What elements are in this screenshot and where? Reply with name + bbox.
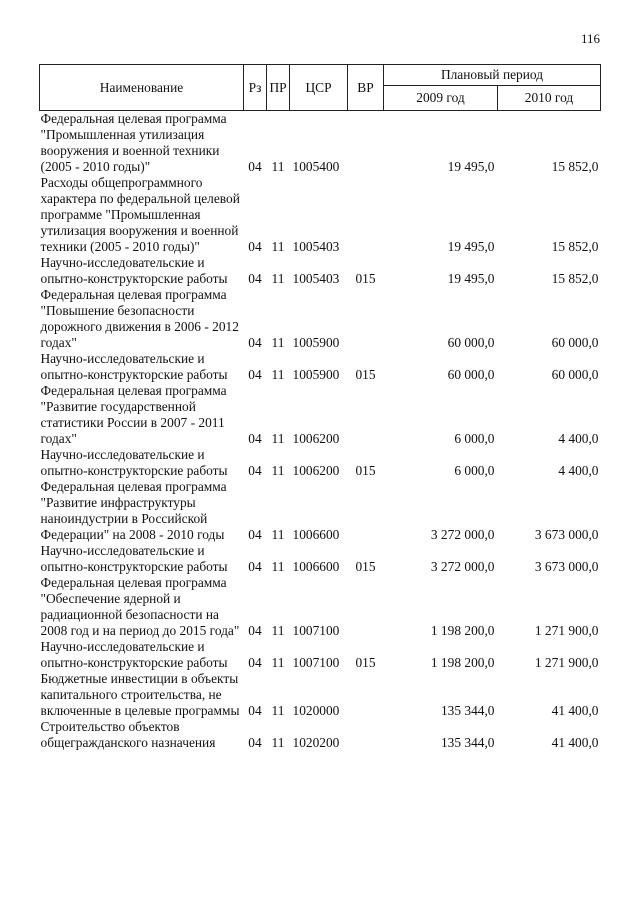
row-csr: 1005403 [292, 271, 340, 286]
row-csr: 1005400 [292, 159, 340, 174]
row-name: Федеральная целевая программа "Развитие инфраструктуры наноиндустрии в Российской Федерации" на 2008 - 2010 годы [40, 479, 227, 542]
row-value-2009: 60 000,0 [447, 367, 495, 382]
row-value-2009: 60 000,0 [447, 335, 495, 350]
row-pr: 11 [271, 463, 285, 478]
row-vr [348, 287, 384, 351]
row-value-2009: 6 000,0 [454, 431, 495, 446]
row-csr: 1006600 [292, 527, 340, 542]
table-row [40, 543, 601, 575]
table-row [40, 719, 601, 751]
row-csr: 1005403 [292, 239, 340, 254]
row-pr: 11 [271, 367, 285, 382]
row-rz: 04 [248, 159, 262, 174]
row-value-2010: 3 673 000,0 [534, 527, 599, 542]
row-pr: 11 [271, 239, 285, 254]
row-vr [348, 383, 384, 447]
row-value-2009: 135 344,0 [440, 703, 495, 718]
row-csr: 1007100 [292, 623, 340, 638]
row-vr [348, 111, 384, 176]
row-rz: 04 [248, 463, 262, 478]
row-csr: 1007100 [292, 655, 340, 670]
row-csr: 1005900 [292, 367, 340, 382]
row-value-2010: 15 852,0 [551, 271, 599, 286]
row-rz: 04 [248, 527, 262, 542]
header-name: Наименование [40, 65, 244, 111]
row-pr: 11 [271, 335, 285, 350]
row-value-2009: 3 272 000,0 [430, 527, 495, 542]
row-rz: 04 [248, 367, 262, 382]
row-pr: 11 [271, 559, 285, 574]
row-value-2010: 4 400,0 [558, 463, 599, 478]
table-row [40, 447, 601, 479]
row-vr [348, 479, 384, 543]
row-rz: 04 [248, 735, 262, 750]
row-csr: 1020000 [292, 703, 340, 718]
row-pr: 11 [271, 735, 285, 750]
row-vr [348, 671, 384, 719]
row-name: Научно-исследовательские и опытно-конструкторские работы [40, 543, 228, 574]
row-vr: 015 [355, 367, 376, 382]
row-name: Строительство объектов общегражданского назначения [40, 719, 216, 750]
row-name: Научно-исследовательские и опытно-конструкторские работы [40, 447, 228, 478]
row-csr: 1005900 [292, 335, 340, 350]
row-value-2010: 60 000,0 [551, 367, 599, 382]
row-name: Федеральная целевая программа "Обеспечение ядерной и радиационной безопасности на 2008 год и на период до 2015 года" [40, 575, 240, 638]
row-name: Федеральная целевая программа "Повышение безопасности дорожного движения в 2006 - 2012 годах" [40, 287, 239, 350]
row-csr: 1006200 [292, 463, 340, 478]
row-csr: 1020200 [292, 735, 340, 750]
row-name: Бюджетные инвестиции в объекты капитального строительства, не включенные в целевые программы [40, 671, 240, 718]
row-vr [348, 719, 384, 751]
page-number: 116 [580, 31, 600, 46]
table-row [40, 575, 601, 639]
row-rz: 04 [248, 655, 262, 670]
row-value-2009: 1 198 200,0 [430, 623, 495, 638]
row-rz: 04 [248, 559, 262, 574]
row-name: Научно-исследовательские и опытно-конструкторские работы [40, 255, 228, 286]
row-vr: 015 [355, 271, 376, 286]
header-pr: ПР [267, 65, 290, 111]
table-row [40, 383, 601, 447]
header-year-2009: 2009 год [384, 86, 498, 111]
row-value-2009: 1 198 200,0 [430, 655, 495, 670]
row-value-2010: 41 400,0 [551, 735, 599, 750]
row-value-2009: 6 000,0 [454, 463, 495, 478]
row-name: Научно-исследовательские и опытно-конструкторские работы [40, 639, 228, 670]
row-name: Федеральная целевая программа "Развитие государственной статистики России в 2007 - 2011 годах" [40, 383, 227, 446]
row-value-2010: 41 400,0 [551, 703, 599, 718]
row-pr: 11 [271, 431, 285, 446]
header-planned-period: Плановый период [384, 65, 601, 86]
row-csr: 1006600 [292, 559, 340, 574]
row-value-2010: 15 852,0 [551, 159, 599, 174]
header-rz: Рз [244, 65, 267, 111]
row-rz: 04 [248, 703, 262, 718]
table-row [40, 255, 601, 287]
row-value-2009: 19 495,0 [447, 239, 495, 254]
table-row [40, 287, 601, 351]
row-pr: 11 [271, 703, 285, 718]
row-rz: 04 [248, 431, 262, 446]
table-row [40, 175, 601, 255]
row-value-2010: 1 271 900,0 [534, 623, 599, 638]
row-pr: 11 [271, 623, 285, 638]
row-rz: 04 [248, 335, 262, 350]
row-pr: 11 [271, 527, 285, 542]
row-value-2009: 19 495,0 [447, 159, 495, 174]
table-header [40, 65, 601, 111]
budget-table [39, 64, 601, 751]
row-name: Расходы общепрограммного характера по федеральной целевой программе "Промышленная утилизация вооружения и военной техники (2005 - 2010 годы)" [40, 175, 240, 254]
row-value-2010: 3 673 000,0 [534, 559, 599, 574]
row-vr: 015 [355, 559, 376, 574]
table-row [40, 479, 601, 543]
row-pr: 11 [271, 271, 285, 286]
row-value-2010: 4 400,0 [558, 431, 599, 446]
table-row [40, 111, 601, 176]
header-csr: ЦСР [290, 65, 348, 111]
row-vr [348, 175, 384, 255]
row-pr: 11 [271, 655, 285, 670]
table-row [40, 671, 601, 719]
table-row [40, 351, 601, 383]
header-vr: ВР [348, 65, 384, 111]
table-row [40, 639, 601, 671]
row-rz: 04 [248, 623, 262, 638]
row-value-2009: 135 344,0 [440, 735, 495, 750]
row-value-2010: 60 000,0 [551, 335, 599, 350]
row-name: Федеральная целевая программа "Промышленная утилизация вооружения и военной техники (2005 - 2010 годы)" [40, 111, 227, 174]
row-pr: 11 [271, 159, 285, 174]
row-csr: 1006200 [292, 431, 340, 446]
row-vr: 015 [355, 655, 376, 670]
row-vr [348, 575, 384, 639]
row-value-2009: 19 495,0 [447, 271, 495, 286]
row-value-2010: 1 271 900,0 [534, 655, 599, 670]
row-rz: 04 [248, 239, 262, 254]
row-vr: 015 [355, 463, 376, 478]
row-rz: 04 [248, 271, 262, 286]
row-value-2010: 15 852,0 [551, 239, 599, 254]
row-name: Научно-исследовательские и опытно-конструкторские работы [40, 351, 228, 382]
table-body [40, 111, 601, 752]
row-value-2009: 3 272 000,0 [430, 559, 495, 574]
header-year-2010: 2010 год [498, 86, 601, 111]
